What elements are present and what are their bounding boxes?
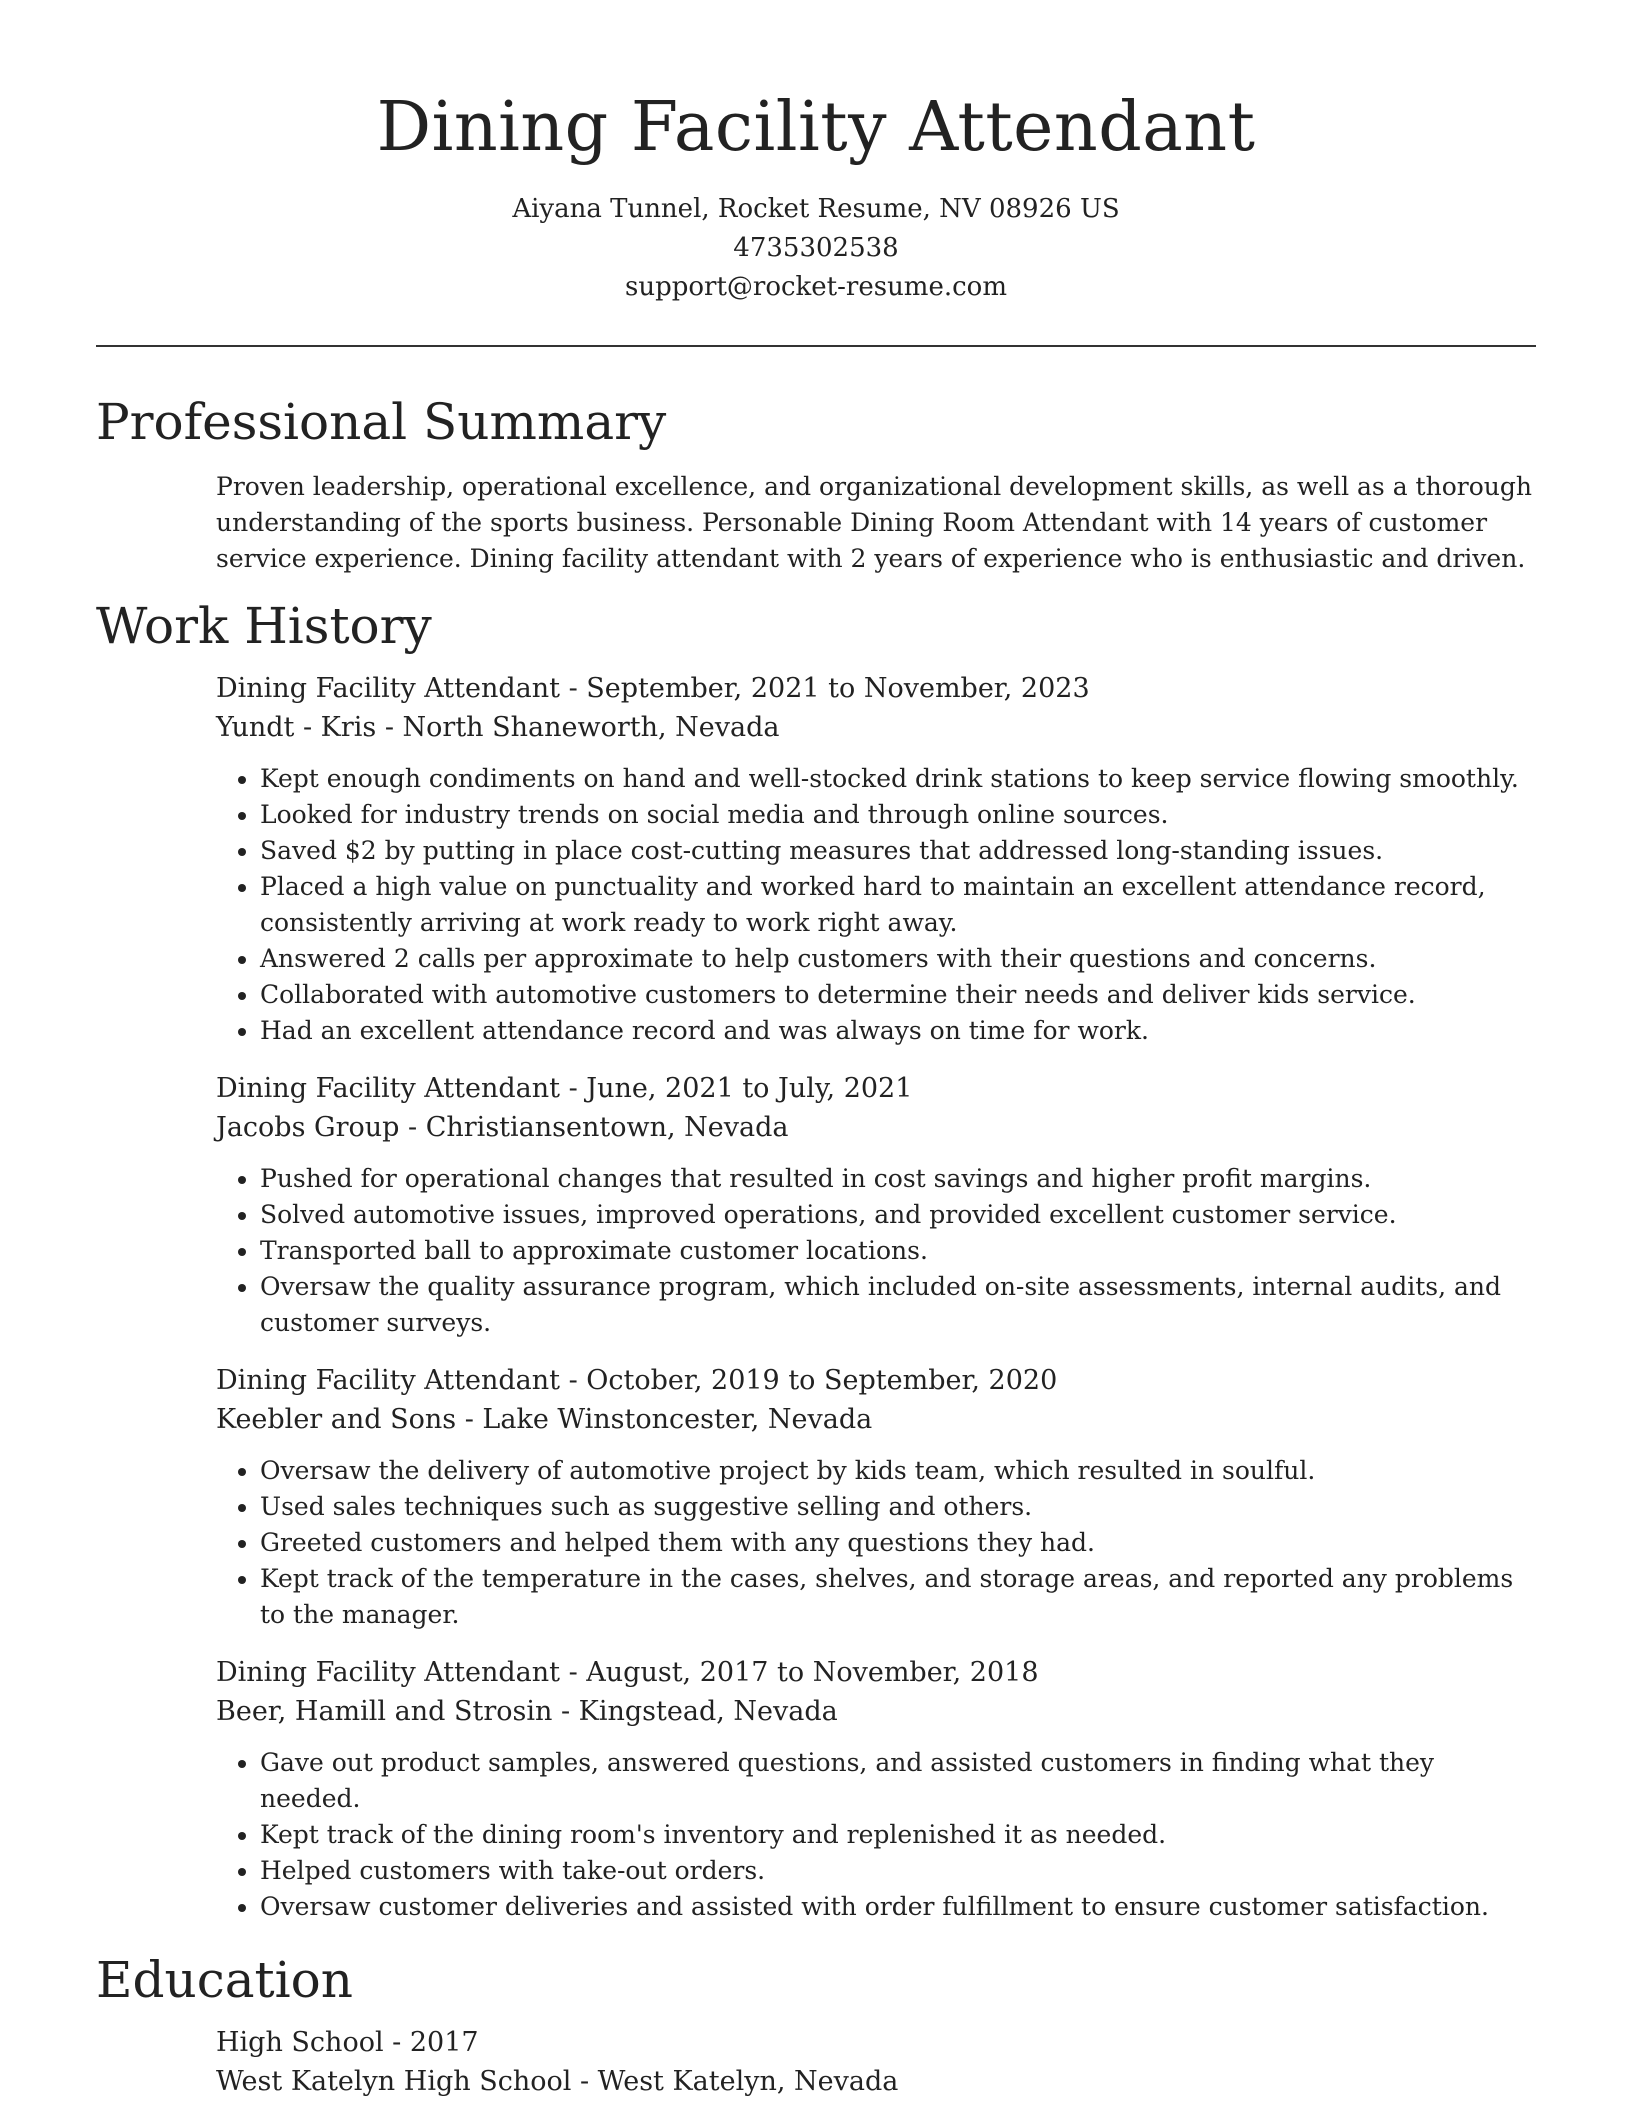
- job-title: Dining Facility Attendant: [216, 1657, 560, 1688]
- job-company-line: [216, 1108, 1536, 1147]
- job-entry: [216, 669, 1536, 1049]
- job-entry: [216, 1069, 1536, 1341]
- job-company: Beer, Hamill and Strosin: [216, 1696, 553, 1727]
- summary-section: [96, 391, 1536, 577]
- job-bullet: • Gave out product samples, answered questions, and assisted customers in finding what they needed.: [260, 1745, 1536, 1817]
- education-year: - 2017: [383, 2027, 479, 2058]
- job-bullet: • Looked for industry trends on social media and through online sources.: [260, 797, 1536, 833]
- job-bullet: • Placed a high value on punctuality and worked hard to maintain an excellent attendance record, consistently arriving at work ready to work right away.: [260, 869, 1536, 941]
- job-bullet: • Oversaw customer deliveries and assisted with order fulfillment to ensure customer satisfaction.: [260, 1889, 1536, 1925]
- job-company-line: [216, 1692, 1536, 1731]
- job-bullet: • Had an excellent attendance record and was always on time for work.: [260, 1013, 1536, 1049]
- header-divider: [96, 345, 1536, 347]
- job-bullet: • Kept enough condiments on hand and well-stocked drink stations to keep service flowing smoothly.: [260, 761, 1536, 797]
- job-company-line: [216, 1400, 1536, 1439]
- job-dates: - June, 2021 to July, 2021: [560, 1073, 913, 1104]
- education-section: [96, 1949, 1536, 2101]
- education-heading: Education: [96, 1951, 353, 2009]
- job-bullet: • Kept track of the dining room's inventory and replenished it as needed.: [260, 1817, 1536, 1853]
- job-dates: - September, 2021 to November, 2023: [560, 673, 1090, 704]
- job-title: Dining Facility Attendant: [216, 1073, 560, 1104]
- job-location: - Lake Winstoncester, Nevada: [456, 1404, 873, 1435]
- job-bullet: • Oversaw the quality assurance program, which included on-site assessments, internal audits, and customer surveys.: [260, 1269, 1536, 1341]
- job-title-line: [216, 1653, 1536, 1692]
- job-bullet: • Collaborated with automotive customers to determine their needs and deliver kids service.: [260, 977, 1536, 1013]
- job-location: - Christiansentown, Nevada: [399, 1112, 789, 1143]
- education-degree: High School: [216, 2027, 384, 2058]
- job-title-line: [216, 1361, 1536, 1400]
- job-location: - Kingstead, Nevada: [552, 1696, 838, 1727]
- job-entry: [216, 1361, 1536, 1633]
- job-bullet: • Pushed for operational changes that resulted in cost savings and higher profit margins.: [260, 1161, 1536, 1197]
- education-degree-line: [216, 2023, 1536, 2062]
- job-location: - North Shaneworth, Nevada: [376, 712, 780, 743]
- job-bullet-list: [216, 761, 1536, 1049]
- education-location: - West Katelyn, Nevada: [571, 2066, 899, 2097]
- work-history-heading: Work History: [96, 597, 432, 655]
- job-title-line: [216, 669, 1536, 708]
- job-bullet: • Saved $2 by putting in place cost-cutting measures that addressed long-standing issues.: [260, 833, 1536, 869]
- education-school: West Katelyn High School: [216, 2066, 572, 2097]
- job-bullet: • Kept track of the temperature in the cases, shelves, and storage areas, and reported any problems to the manager.: [260, 1561, 1536, 1633]
- job-bullet-list: [216, 1453, 1536, 1633]
- job-bullet: • Helped customers with take-out orders.: [260, 1853, 1536, 1889]
- job-entry: [216, 1653, 1536, 1925]
- job-bullet: • Used sales techniques such as suggestive selling and others.: [260, 1489, 1536, 1525]
- job-company: Jacobs Group: [216, 1112, 400, 1143]
- job-dates: - October, 2019 to September, 2020: [560, 1365, 1058, 1396]
- job-title: Dining Facility Attendant: [216, 1365, 560, 1396]
- job-title: Dining Facility Attendant: [216, 673, 560, 704]
- education-entry: [216, 2023, 1536, 2101]
- job-bullet-list: [216, 1161, 1536, 1341]
- job-company: Keebler and Sons: [216, 1404, 457, 1435]
- education-school-line: [216, 2062, 1536, 2101]
- contact-address: Aiyana Tunnel, Rocket Resume, NV 08926 US: [512, 194, 1120, 224]
- job-title-line: [216, 1069, 1536, 1108]
- job-bullet: • Solved automotive issues, improved operations, and provided excellent customer service.: [260, 1197, 1536, 1233]
- job-bullet-list: [216, 1745, 1536, 1925]
- summary-heading: Professional Summary: [96, 393, 667, 451]
- job-bullet: • Greeted customers and helped them with any questions they had.: [260, 1525, 1536, 1561]
- work-history-section: [96, 595, 1536, 1925]
- job-bullet: • Answered 2 calls per approximate to help customers with their questions and concerns.: [260, 941, 1536, 977]
- job-list: [96, 669, 1536, 1925]
- contact-email: support@rocket-resume.com: [624, 272, 1007, 302]
- summary-text: Proven leadership, operational excellence, and organizational development skills, as well as a thorough understanding of the sports business. Personable Dining Room Attendant with 14 years of customer service experience. Dining facility attendant with 2 years of experience who is enthusiastic and driven.: [216, 472, 1532, 573]
- job-company: Yundt - Kris: [216, 712, 377, 743]
- resume-title: Dining Facility Attendant: [376, 88, 1256, 167]
- job-bullet: • Oversaw the delivery of automotive project by kids team, which resulted in soulful.: [260, 1453, 1536, 1489]
- job-dates: - August, 2017 to November, 2018: [560, 1657, 1039, 1688]
- resume-header: [96, 0, 1536, 307]
- job-company-line: [216, 708, 1536, 747]
- contact-phone: 4735302538: [733, 233, 899, 263]
- contact-block: [96, 190, 1536, 307]
- job-bullet: • Transported ball to approximate customer locations.: [260, 1233, 1536, 1269]
